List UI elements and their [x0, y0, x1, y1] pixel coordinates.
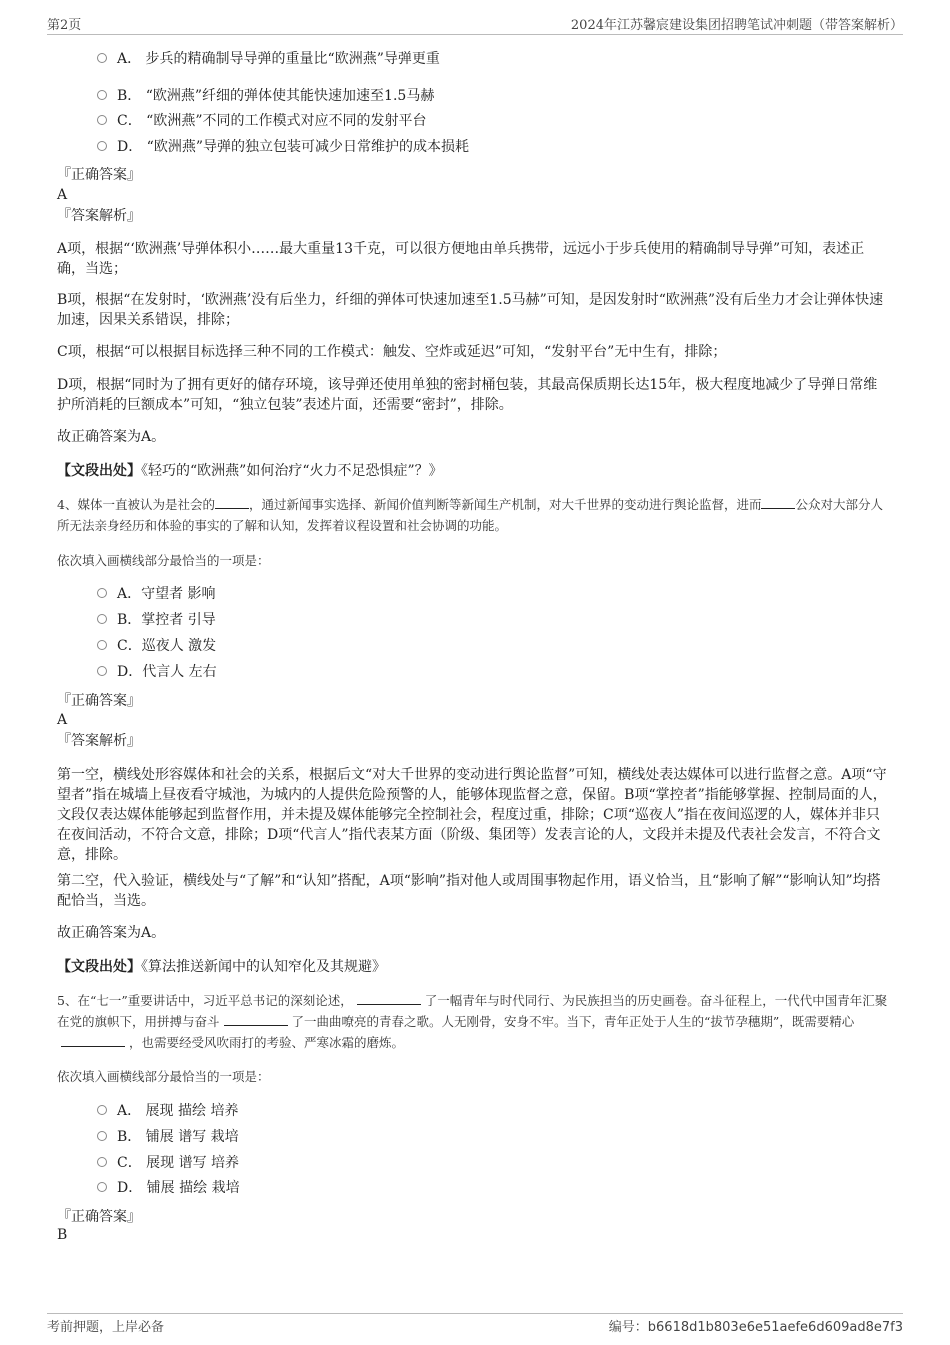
page-number: 第2页: [47, 18, 82, 33]
q3-option-c[interactable]: C． “欧洲燕”不同的工作模式对应不同的发射平台: [97, 112, 426, 130]
q4-prompt: 依次填入画横线部分最恰当的一项是：: [57, 553, 270, 568]
radio-icon[interactable]: [97, 588, 107, 598]
radio-icon[interactable]: [97, 53, 107, 63]
blank-1: [357, 992, 421, 1005]
document-code: 编号：b6618d1b803e6e51aefe6d609ad8e7f3: [608, 1320, 903, 1335]
q5-option-b[interactable]: B． 铺展 谱写 栽培: [97, 1128, 239, 1146]
radio-icon[interactable]: [97, 1105, 107, 1115]
blank-2: [224, 1013, 288, 1026]
q4-conclusion: 故正确答案为A。: [57, 925, 166, 941]
q3-answer: A: [57, 187, 68, 203]
radio-icon[interactable]: [97, 90, 107, 100]
q4-option-a[interactable]: A．守望者 影响: [97, 585, 216, 603]
q4-option-d[interactable]: D．代言人 左右: [97, 663, 217, 681]
q3-analysis-c: C项，根据“可以根据目标选择三种不同的工作模式：触发、空炸或延迟”可知，“发射平台”无中生有，排除；: [57, 344, 727, 360]
radio-icon[interactable]: [97, 141, 107, 151]
q3-analysis-b: B项，根据“在发射时，‘欧洲燕’没有后坐力，纤细的弹体可快速加速至1.5马赫”可知，是因发射时“欧洲燕”没有后坐力才会让弹体快速加速，因果关系错误，排除；: [57, 292, 884, 328]
radio-icon[interactable]: [97, 640, 107, 650]
radio-icon[interactable]: [97, 1182, 107, 1192]
radio-icon[interactable]: [97, 115, 107, 125]
q5-prompt: 依次填入画横线部分最恰当的一项是：: [57, 1069, 270, 1084]
q3-source: 【文段出处】《轻巧的“欧洲燕”如何治疗“火力不足恐惧症”？》: [57, 463, 443, 479]
blank-2: [761, 496, 795, 509]
blank-3: [61, 1034, 125, 1047]
q4-answer: A: [57, 712, 68, 728]
document-title: 2024年江苏馨宸建设集团招聘笔试冲刺题（带答案解析）: [570, 18, 903, 33]
q5-option-d[interactable]: D． 铺展 描绘 栽培: [97, 1179, 240, 1197]
q3-option-a[interactable]: A． 步兵的精确制导导弹的重量比“欧洲燕”导弹更重: [97, 50, 440, 68]
q4-analysis-blank1: 第一空，横线处形容媒体和社会的关系，根据后文“对大千世界的变动进行舆论监督”可知，横线处表达媒体可以进行监督之意。A项“守望者”指在城墙上昼夜看守城池，为城内的人提供危险预警的人，能够体现监督之意，保留。B项“掌控者”指能够掌握、控制局面的人，文段仅表达媒体能够起到监督作用，并未提及媒体能够完全控制社会，程度过重，排除；C项“巡夜人”指在夜间巡逻的人，媒体并非只在夜间活动，不符合文意，排除；D项“代言人”指代表某方面（阶级、集团等）发表言论的人，文段并未提及代表社会发言，不符合文意，排除。: [57, 767, 887, 863]
footer-slogan: 考前押题，上岸必备: [47, 1320, 165, 1335]
radio-icon[interactable]: [97, 614, 107, 624]
q5-option-c[interactable]: C． 展现 谱写 培养: [97, 1154, 239, 1172]
q3-answer-label: 『正确答案』: [57, 167, 141, 183]
q3-option-b[interactable]: B． “欧洲燕”纤细的弹体使其能快速加速至1.5马赫: [97, 87, 434, 105]
q3-conclusion: 故正确答案为A。: [57, 429, 166, 445]
page-footer: [47, 1313, 903, 1338]
q5-answer: B: [57, 1227, 68, 1243]
radio-icon[interactable]: [97, 1157, 107, 1167]
q5-stem: 5、在“七一”重要讲话中，习近平总书记的深刻论述， 了一幅青年与时代同行、为民族担当的历史画卷。奋斗征程上，一代代中国青年汇聚在党的旗帜下，用拼搏与奋斗 了一曲曲嘹亮的青春之歌。人无刚骨，安身不牢。当下，青年正处于人生的“拔节孕穗期”，既需要精心，也需要经受风吹雨打的考验、严寒冰霜的磨炼。: [57, 993, 888, 1050]
q4-answer-label: 『正确答案』: [57, 693, 141, 709]
q4-option-b[interactable]: B．掌控者 引导: [97, 611, 216, 629]
q3-analysis-d: D项，根据“同时为了拥有更好的储存环境，该导弹还使用单独的密封桶包装，其最高保质期长达15年，极大程度地减少了导弹日常维护所消耗的巨额成本”可知，“独立包装”表述片面，还需要“密封”，排除。: [57, 377, 878, 413]
q3-option-d[interactable]: D． “欧洲燕”导弹的独立包装可减少日常维护的成本损耗: [97, 138, 469, 156]
q4-option-c[interactable]: C．巡夜人 激发: [97, 637, 216, 655]
radio-icon[interactable]: [97, 1131, 107, 1141]
blank-1: [215, 496, 249, 509]
page-header: [47, 14, 903, 35]
q4-stem: 4、媒体一直被认为是社会的 ，通过新闻事实选择、新闻价值判断等新闻生产机制，对大千世界的变动进行舆论监督，进而 公众对大部分人所无法亲身经历和体验的事实的了解和认知，发挥着议程设置和社会协调的功能。: [57, 497, 883, 533]
q3-analysis-label: 『答案解析』: [57, 208, 141, 224]
q5-answer-label: 『正确答案』: [57, 1209, 141, 1225]
q4-source: 【文段出处】《算法推送新闻中的认知窄化及其规避》: [57, 959, 386, 975]
q3-analysis-a: A项，根据“‘欧洲燕’导弹体积小……最大重量13千克，可以很方便地由单兵携带，远远小于步兵使用的精确制导导弹”可知，表述正确，当选；: [57, 241, 865, 277]
q4-analysis-label: 『答案解析』: [57, 733, 141, 749]
q4-analysis-blank2: 第二空，代入验证，横线处与“了解”和“认知”搭配，A项“影响”指对他人或周围事物起作用，语义恰当，且“影响了解”“影响认知”均搭配恰当，当选。: [57, 873, 881, 909]
q5-option-a[interactable]: A． 展现 描绘 培养: [97, 1102, 238, 1120]
radio-icon[interactable]: [97, 666, 107, 676]
